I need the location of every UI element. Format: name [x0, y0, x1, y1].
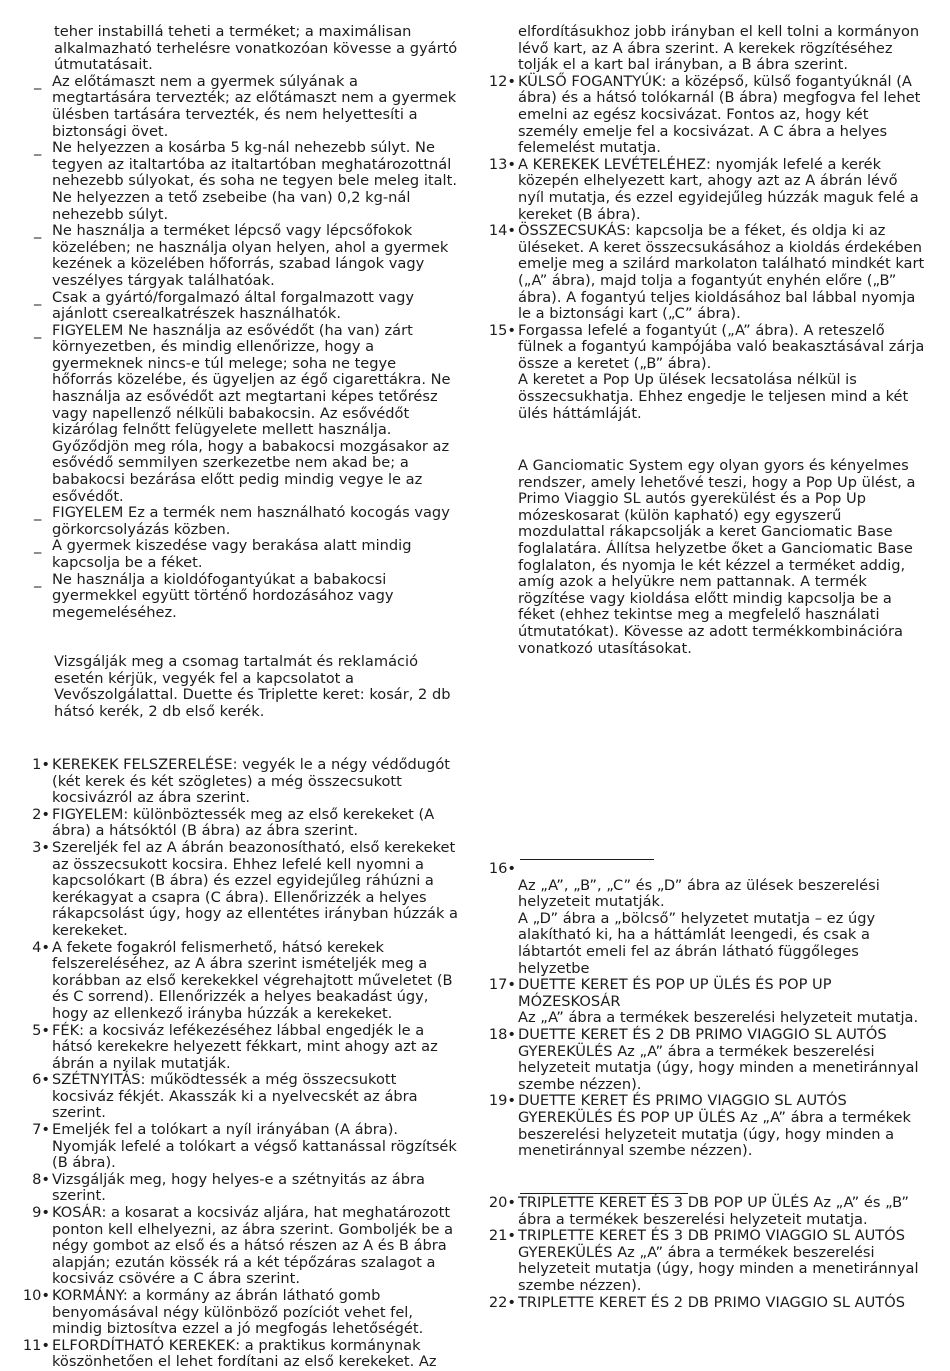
warning-item: _ FIGYELEM Ne használja az esővédőt (ha van) zárt környezetben, és mindig ellenőrizze, hogy a gyermeknek nincs-e túl melege; soha ne tegye hőforrás közelébe, és ügyeljen az égő cigarettákra. Ne használja az esővédőt azt megtartani képes tetőrész vagy napellenző nélküli babakocsin. Az esővédőt kizárólag felnőtt felügyelete mellett használja. Győződjön meg róla, hogy a babakocsi mozgásakor az esővédő semmilyen szerkezetbe nem akad be; a babakocsi bezárása előtt pedig mindig vegye le az esővédőt.	[34, 321, 451, 505]
step17-note: Az „A” ábra a termékek beszerelési helyzeteit mutatja.	[518, 1009, 919, 1027]
package-contents: Vizsgálják meg a csomag tartalmát és reklamáció esetén kérjük, vegyék fel a kapcsolatot a Vevőszolgálattal. Duette és Triplette keret: kosár, 2 db hátsó kerék, 2 db első kerék.	[54, 653, 451, 720]
step-item: 17• DUETTE KERET ÉS POP UP ÜLÉS ÉS POP UP MÓZESKOSÁR	[488, 976, 832, 1010]
step-item: 13• A KEREKEK LEVÉTELÉHEZ: nyomják lefelé a kerék közepén elhelyezett kart, ahogy azt az A ábrán lévő nyíl mutatja, és ezzel egyidejűleg húzzák maguk felé a kereket (B ábra).	[488, 155, 919, 223]
step-item: 9• KOSÁR: a kosarat a kocsiváz aljára, hat meghatározott ponton kell elhelyezni, az ábra szerint. Gomboljék be a négy gombot az első és a hátsó részen az A és B ábra alapján; ezután kössék rá a két tépőzáras szalagot a kocsiváz csövére a C ábra szerint.	[32, 1204, 454, 1288]
warning-item: _ Ne használja a terméket lépcső vagy lépcsőfokok közelében; ne használja olyan helyen, ahol a gyermek kezének a közelében hőforrás, szabad lángok vagy veszélyes tárgyak találhatóak.	[34, 222, 449, 289]
warning-item: _ Csak a gyártó/forgalmazó által forgalmazott vagy ajánlott cserealkatrészek használhatók.	[34, 288, 415, 323]
warning-item: _ FIGYELEM Ez a termék nem használható kocogás vagy görkorcsolyázás közben.	[34, 504, 450, 538]
warning-item: _ A gyermek kiszedése vagy berakása alatt mindig kapcsolja be a féket.	[34, 537, 412, 571]
step-item: 3• Szereljék fel az A ábrán beazonosítható, első kerekeket az összecsukott kocsira. Ehhez lefelé kell nyomni a kapcsolókart (B ábra) és ezzel egyidejűleg ráhúzni a kerékagyat a csapra (C ábra). Ellenőrizzék a helyes rákapcsolást úgy, hogy az ellentétes irányban húzzák a kerekeket.	[32, 838, 458, 939]
step-item: 5• FÉK: a kocsiváz lefékezéséhez lábbal engedjék le a hátsó kerekekre helyezett fékkart, mint ahogy azt az ábrán a nyilak mutatják.	[32, 1021, 438, 1072]
step16-block	[486, 861, 926, 1160]
step15-note: A keretet a Pop Up ülések lecsatolása nélkül is összecsukhatja. Ehhez engedje le teljesen mind a két ülés háttámláját.	[518, 371, 909, 422]
assembly-steps	[20, 757, 460, 1371]
step-item: 4• A fekete fogakról felismerhető, hátsó kerekek felszereléséhez, az A ábra szerint ismételjék meg a korábban az első kerekekkel végrehajtott műveletet (B és C sorrend). Ellenőrizzék a helyes beakadást úgy, hogy az ellenkező irányba húzzák a kerekeket.	[32, 938, 453, 1022]
warnings-list	[20, 74, 460, 622]
step-item: 21• TRIPLETTE KERET ÉS 3 DB PRIMO VIAGGIO SL AUTÓS GYEREKÜLÉS Az „A” ábra a termékek beszerelési helyzeteit mutatja (úgy, hogy minden a menetiránnyal szembe nézzen).	[488, 1227, 919, 1294]
step16-line: Az „A”, „B”, „C” és „D” ábra az ülések beszerelési helyzeteit mutatják.	[518, 876, 880, 911]
step-item: 10• KORMÁNY: a kormány az ábrán látható gomb benyomásával négy különböző pozíciót vehet fel, mindig biztosítva ezzel a jó megfogás lehetőségét.	[22, 1287, 424, 1338]
step-item: 22• TRIPLETTE KERET ÉS 2 DB PRIMO VIAGGIO SL AUTÓS	[488, 1293, 905, 1311]
step-item: 11• ELFORDÍTHATÓ KEREKEK: a praktikus kormánynak köszönhetően el lehet fordítani az első kerekeket. Az	[22, 1336, 437, 1371]
step-item: 8• Vizsgálják meg, hogy helyes-e a szétnyitás az ábra szerint.	[32, 1170, 425, 1205]
step11-continuation: elfordításukhoz jobb irányban el kell tolni a kormányon lévő kart, az A ábra szerint. A kerekek rögzítéséhez tolják el a kart bal irányban, a B ábra szerint.	[518, 23, 920, 74]
warning-item: _ Ne helyezzen a kosárba 5 kg-nál nehezebb súlyt. Ne tegyen az italtartóba az italtartóban meghatározottnál nehezebb súlyokat, és soha ne tegyen bele meleg italt. Ne helyezzen a tető zsebeibe (ha van) 0,2 kg-nál nehezebb súlyt.	[34, 139, 457, 223]
step-item: 19• DUETTE KERET ÉS PRIMO VIAGGIO SL AUTÓS GYEREKÜLÉS ÉS POP UP ÜLÉS Az „A” ábra a termékek beszerelési helyzeteit mutatja (úgy, hogy minden a menetiránnyal szembe nézzen).	[488, 1092, 911, 1160]
divider-rule	[520, 859, 654, 860]
step-item: 1• KEREKEK FELSZERELÉSE: vegyék le a négy védődugót (két kerek és két szögletes) a még összecsukott kocsivázról az ábra szerint.	[32, 756, 450, 807]
step-item: 16•	[488, 860, 516, 877]
step-item: 2• FIGYELEM: különböztessék meg az első kerekeket (A ábra) a hátsóktól (B ábra) az ábra szerint.	[32, 805, 435, 840]
intro-block	[20, 24, 460, 621]
right-steps-top	[486, 24, 926, 422]
triplette-steps	[486, 1195, 926, 1311]
step-item: 12• KÜLSŐ FOGANTYÚK: a középső, külső fogantyúknál (A ábra) és a hátsó tolókarnál (B ábra) megfogva fel lehet emelni az egész kocsivázat. Fontos az, hogy két személy emelje fel a kocsivázat. A C ábra a helyes felemelést mutatja.	[488, 72, 921, 157]
intro-continuation: teher instabillá teheti a terméket; a maximálisan alkalmazható terhelésre vonatkozóan kövesse a gyártó útmutatásait.	[54, 23, 458, 74]
warning-item: _ Az előtámaszt nem a gyermek súlyának a megtartására tervezték; az előtámaszt nem a gyermek ülésben tartására tervezték, és nem helyettesíti a biztonsági övet.	[34, 72, 457, 140]
ganciomatic-text: A Ganciomatic System egy olyan gyors és kényelmes rendszer, amely lehetővé teszi, hogy a Pop Up ülést, a Primo Viaggio SL autós gyerekülést és a Pop Up mózeskosarat (külön kapható) egy egyszerű mozdulattal rákapcsolják a keret Ganciomatic Base foglalatára. Állítsa helyzetbe őket a Ganciomatic Base foglalaton, és nyomja le két kézzel a terméket addig, amíg azok a helyükre nem pattannak. A termék rögzítése vagy kioldása előtt mindig kapcsolja be a féket (ehhez tekintse meg a megfelelő használati útmutatókat). Kövesse az adott termékkombinációra vonatkozó utasításokat.	[518, 457, 916, 657]
step-item: 18• DUETTE KERET ÉS 2 DB PRIMO VIAGGIO SL AUTÓS GYEREKÜLÉS Az „A” ábra a termékek beszerelési helyzeteit mutatja (úgy, hogy minden a menetiránnyal szembe nézzen).	[488, 1025, 919, 1093]
step-item: 6• SZÉTNYITÁS: működtessék a még összecsukott kocsiváz fékjét. Akasszák ki a nyelvecskét az ábra szerint.	[32, 1071, 418, 1122]
step-item: 15• Forgassa lefelé a fogantyút („A” ábra). A reteszelő fülnek a fogantyú kampójába való beakasztásával zárja össze a keretet („B” ábra).	[488, 321, 925, 372]
step-item: 20• TRIPLETTE KERET ÉS 3 DB POP UP ÜLÉS Az „A” és „B” ábra a termékek beszerelési helyzeteit mutatja.	[488, 1194, 909, 1228]
warning-item: _ Ne használja a kioldófogantyúkat a babakocsi gyermekkel együtt történő hordozásához vagy megemeléséhez.	[34, 570, 394, 621]
step-item: 14• ÖSSZECSUKÁS: kapcsolja be a féket, és oldja ki az üléseket. A keret összecsukásához a kioldás érdekében emelje meg a szilárd markolaton található mindkét kart („A” ábra), majd tolja a fogantyút enyhén előre („B” ábra). A fogantyú teljes kioldásához bal lábbal nyomja le a biztonsági kart („C” ábra).	[488, 222, 925, 323]
ganciomatic-block	[486, 458, 926, 657]
step-item: 7• Emeljék fel a tolókart a nyíl irányában (A ábra). Nyomják lefelé a tolókart a végső kattanással rögzítsék (B ábra).	[32, 1121, 457, 1172]
package-block	[20, 654, 460, 720]
step16-line: A „D” ábra a „bölcső” helyzetet mutatja – ez úgy alakítható ki, ha a háttámlát leengedi, és csak a lábtartót emeli fel az ábrán látható függőleges helyzetbe	[518, 909, 876, 977]
